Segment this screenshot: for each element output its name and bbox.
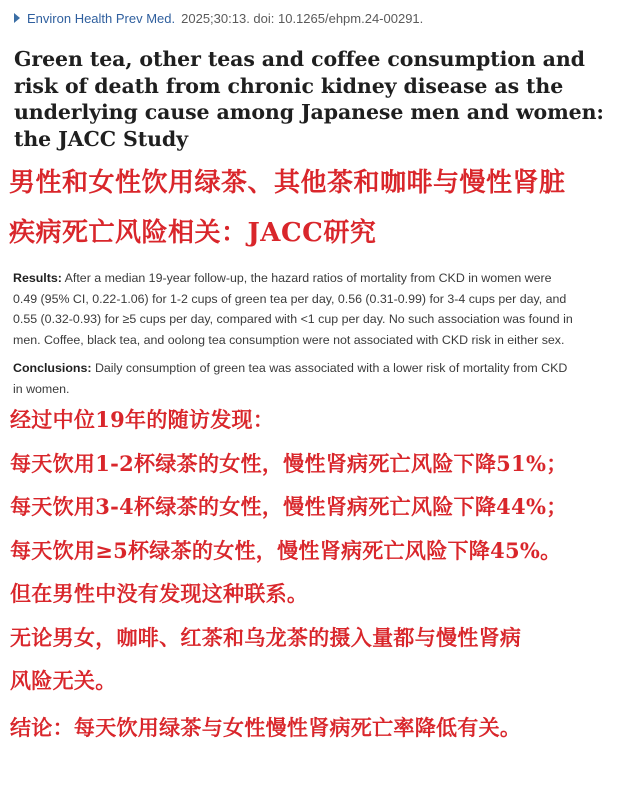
- cn-summary-line: 经过中位19年的随访发现：: [10, 407, 275, 432]
- results-label: Results:: [13, 271, 62, 285]
- cn-summary-line: 但在男性中没有发现这种联系。: [10, 581, 309, 606]
- cn-summary-line: 每天饮用≥5杯绿茶的女性，慢性肾病死亡风险下降45%。: [10, 537, 562, 563]
- journal-link[interactable]: Environ Health Prev Med.: [27, 10, 176, 26]
- expand-triangle-icon[interactable]: [14, 13, 20, 23]
- citation-details: 2025;30:13. doi: 10.1265/ehpm.24-00291.: [181, 10, 424, 26]
- conclusions-section: [13, 358, 630, 399]
- results-line: 0.49 (95% CI, 0.22-1.06) for 1-2 cups of green tea per day, 0.56 (0.31-0.99) for 3-4 cups per day, and: [13, 291, 567, 306]
- results-text: After a median 19-year follow-up, the hazard ratios of mortality from CKD in women were: [64, 271, 552, 285]
- citation-line: [12, 8, 630, 28]
- cn-title-line: 男性和女性饮用绿茶、其他茶和咖啡与慢性肾脏: [9, 168, 566, 198]
- chinese-summary: [10, 403, 630, 699]
- title-line: risk of death from chronic kidney disease as the: [14, 73, 564, 98]
- cn-summary-line: 风险无关。: [10, 668, 117, 693]
- conclusions-label: Conclusions:: [13, 361, 92, 375]
- conclusions-text: Daily consumption of green tea was associated with a lower risk of mortality from CKD: [94, 361, 568, 375]
- title-line: the JACC Study: [14, 126, 188, 151]
- results-line: 0.55 (0.32-0.93) for ≥5 cups per day, compared with <1 cup per day. No such association was found in: [13, 312, 573, 326]
- title-line: underlying cause among Japanese men and women:: [14, 100, 604, 124]
- results-line: [13, 268, 630, 289]
- page: [0, 8, 640, 793]
- cn-summary-line: 每天饮用1-2杯绿茶的女性，慢性肾病死亡风险下降51%；: [10, 450, 568, 476]
- cn-summary-line: 每天饮用3-4杯绿茶的女性，慢性肾病死亡风险下降44%；: [10, 494, 568, 519]
- conclusions-line: in women.: [13, 381, 70, 396]
- conclusions-line: [13, 358, 630, 379]
- results-line: men. Coffee, black tea, and oolong tea consumption were not associated with CKD risk in either sex.: [13, 332, 565, 347]
- cn-title-line: 疾病死亡风险相关：JACC研究: [9, 218, 377, 248]
- chinese-title: [9, 158, 630, 258]
- cn-summary-line: 无论男女，咖啡、红茶和乌龙茶的摄入量都与慢性肾病: [10, 624, 522, 650]
- chinese-conclusion: 结论：每天饮用绿茶与女性慢性肾病死亡率降低有关。: [10, 714, 522, 740]
- results-section: [13, 268, 630, 350]
- article-title: [14, 46, 630, 152]
- title-line: Green tea, other teas and coffee consumption and: [14, 47, 585, 71]
